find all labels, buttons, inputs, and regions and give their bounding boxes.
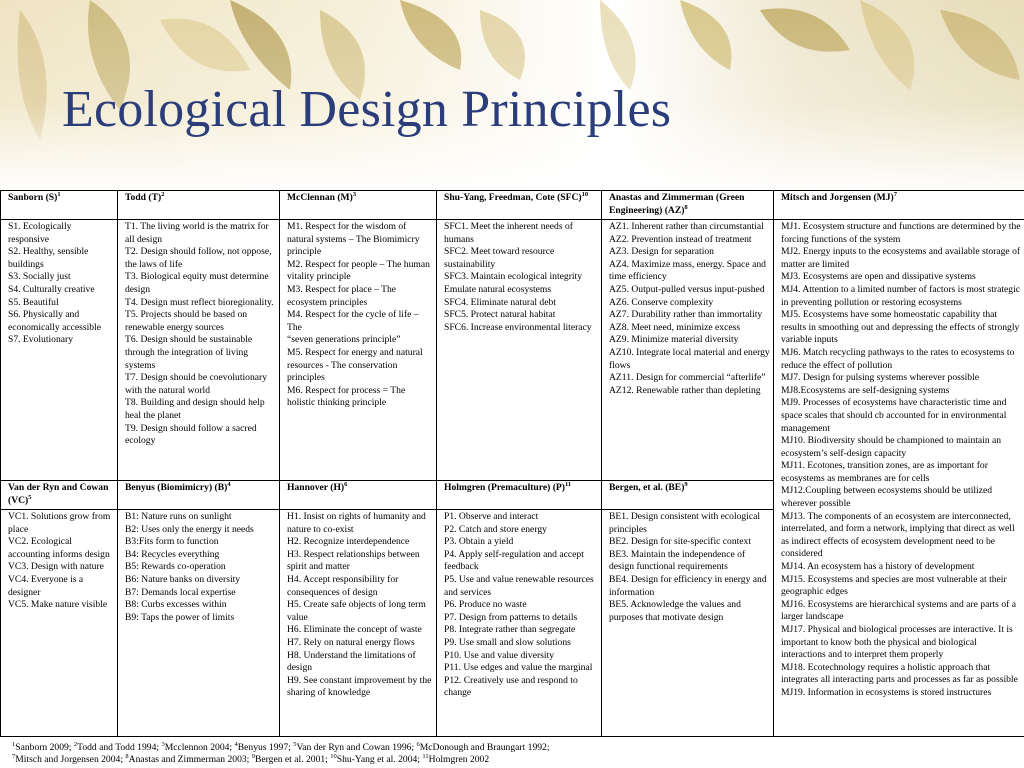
list-item: S2. Healthy, sensible buildings — [8, 246, 89, 270]
footnote-number: 3 — [161, 740, 165, 748]
footnote-number: 8 — [125, 753, 129, 761]
list-item: VC4. Everyone is a designer — [8, 573, 84, 598]
footnote-citation: Todd and Todd 1994; — [77, 742, 162, 753]
footnote-citation: Holmgren 2002 — [428, 754, 490, 766]
list-item: MJ3. Ecosystems are open and dissipative systems — [781, 271, 976, 283]
list-item: T3. Biological equity must determine design — [125, 271, 269, 295]
footnote-citation: Shu-Yang et al. 2004; — [336, 754, 423, 766]
footnote-number: 7 — [12, 753, 16, 761]
list-item: Emulate natural ecosystems — [444, 283, 552, 295]
list-item: “seven generations principle” — [287, 334, 401, 346]
list-item: P4. Apply self-regulation and accept feedback — [444, 548, 584, 573]
list-item: P3. Obtain a yield — [444, 536, 514, 548]
cell-anastas — [602, 220, 774, 481]
list-item: AZ10. Integrate local material and energy flows — [609, 346, 770, 371]
list-item: SFC4. Eliminate natural debt — [444, 296, 556, 308]
header-mcclennan: McClennan $(M)^3$ — [280, 191, 437, 220]
list-item: AZ5. Output-pulled versus input-pushed — [609, 283, 765, 295]
list-item: MJ2. Energy inputs to the ecosystems and available storage of matter are limited — [781, 246, 1021, 270]
list-item: BE2. Design for site-specific context — [609, 536, 751, 548]
list-item: P10. Use and value diversity — [444, 649, 555, 661]
list-item: B9: Taps the power of limits — [125, 611, 235, 623]
header-shu-yang: Shu-Yang, Freedman, Cote (SFC)$^{10}$ — [437, 191, 602, 220]
list-item: H1. Insist on rights of humanity and nature to co-exist — [287, 511, 426, 535]
header-todd: Todd $(T)^2$ — [118, 191, 280, 220]
principles-table — [0, 190, 1024, 737]
cell-sanborn — [1, 220, 118, 481]
list-item: T6. Design should be sustainable through the integration of living systems — [125, 334, 253, 371]
list-item: MJ14. An ecosystem has a history of development — [781, 561, 975, 573]
list-item: H6. Eliminate the concept of waste — [287, 624, 422, 636]
list-item: P6. Produce no waste — [444, 599, 527, 611]
list-item: BE3. Maintain the independence of design functional requirements — [609, 548, 746, 573]
list-item: MJ11. Ecotones, transition zones, are as important for ecosystems as membranes are for cells — [781, 460, 988, 484]
list-item: P9. Use small and slow solutions — [444, 636, 571, 648]
page-title: Ecological Design Principles — [62, 81, 672, 138]
list-item: M5. Respect for energy and natural resources - The conservation principles — [287, 346, 423, 384]
footnote-number: 9 — [251, 753, 255, 761]
list-item: MJ9. Processes of ecosystems have characteristic time and space scales that should cb accounted for in environmental management — [781, 397, 1007, 434]
list-item: B8: Curbs excesses within — [125, 599, 227, 611]
list-item: T5. Projects should be based on renewable energy sources — [125, 309, 248, 333]
list-item: VC3. Design with nature — [8, 561, 104, 573]
footnote-citation: Mitsch and Jorgensen 2004; — [15, 754, 126, 766]
footnote-line-2 — [12, 754, 550, 766]
list-item: MJ6. Match recycling pathways to the rates to ecosystems to reduce the effect of pollution — [781, 346, 1015, 371]
list-item: T4. Design must reflect bioregionality. — [125, 296, 274, 308]
list-item: M6. Respect for process = The holistic thinking principle — [287, 384, 406, 409]
list-item: AZ7. Durability rather than immortality — [609, 309, 763, 321]
list-item: P8. Integrate rather than segregate — [444, 624, 576, 636]
list-item: B2: Uses only the energy it needs — [125, 523, 254, 535]
list-item: P5. Use and value renewable resources and services — [444, 573, 594, 598]
list-item: P11. Use edges and value the marginal — [444, 662, 593, 674]
list-item: P1. Observe and interact — [444, 511, 539, 522]
list-item: B4: Recycles everything — [125, 548, 220, 560]
list-item: B5: Rewards co-operation — [125, 561, 226, 573]
footnote-citation: McDonough and Braungart 1992; — [419, 742, 550, 753]
footnote-number: 1 — [12, 740, 16, 748]
cell-mcclennan — [280, 220, 437, 481]
footnote-citation: Benyus 1997; — [237, 742, 294, 753]
cell-mitsch — [774, 220, 1024, 737]
list-item: S3. Socially just — [8, 271, 71, 283]
list-item: S4. Culturally creative — [8, 283, 95, 295]
list-item: VC2. Ecological accounting informs design — [8, 536, 110, 560]
list-item: H8. Understand the limitations of design — [287, 649, 416, 674]
list-item: P12. Creatively use and respond to change — [444, 674, 578, 699]
list-item: SFC5. Protect natural habitat — [444, 309, 556, 321]
footnote-line-1 — [12, 742, 550, 754]
header-van-der-ryn: Van der Ryn and Cowan (VC)$^5$ — [1, 481, 118, 510]
header-bergen: Bergen, et al. (BE)$^9$ — [602, 481, 774, 510]
list-item: VC1. Solutions grow from place — [8, 511, 111, 535]
footnote-number: 6 — [416, 740, 420, 748]
footnote-citation: Sanborn 2009; — [15, 742, 74, 753]
cell-van-der-ryn — [1, 510, 118, 737]
list-item: T2. Design should follow, not oppose, the laws of life — [125, 246, 272, 270]
list-item: M4. Respect for the cycle of life – The — [287, 309, 419, 333]
list-item: SFC2. Meet toward resource sustainability — [444, 246, 555, 270]
header-holmgren: Holmgren (Premaculture) $(P)^{11}$ — [437, 481, 602, 510]
cell-shu-yang — [437, 220, 602, 481]
list-item: S7. Evolutionary — [8, 334, 74, 346]
list-item: AZ1. Inherent rather than circumstantial — [609, 221, 764, 232]
footnotes — [12, 742, 550, 767]
list-item: S6. Physically and economically accessible — [8, 309, 101, 333]
list-item: AZ2. Prevention instead of treatment — [609, 233, 752, 245]
list-item: H5. Create safe objects of long term value — [287, 599, 426, 623]
list-item: AZ12. Renewable rather than depleting — [609, 384, 761, 396]
list-item: H2. Recognize interdependence — [287, 536, 410, 548]
list-item: MJ5. Ecosystems have some homeostatic capability that results in smoothing out and depressing the effects of strongly variable inputs — [781, 309, 1020, 346]
list-item: MJ15. Ecosystems and species are most vulnerable at their geographic edges — [781, 573, 1007, 598]
header-sanborn: Sanborn $(S)^1$ — [1, 191, 118, 220]
footnote-citation: Mcclennon 2004; — [164, 742, 235, 753]
list-item: MJ4. Attention to a limited number of factors is most strategic in preventing pollution or restoring ecosystems — [781, 283, 1021, 308]
list-item: H4. Accept responsibility for consequences of design — [287, 573, 399, 598]
list-item: SFC6. Increase environmental literacy — [444, 321, 592, 333]
cell-holmgren — [437, 510, 602, 737]
list-item: H7. Rely on natural energy flows — [287, 636, 415, 648]
list-item: T8. Building and design should help heal the planet — [125, 397, 265, 421]
list-item: MJ16. Ecosystems are hierarchical systems and are parts of a larger landscape — [781, 598, 1016, 623]
table-row-body-1 — [1, 220, 1024, 481]
list-item: SFC3. Maintain ecological integrity — [444, 271, 583, 283]
list-item: S1. Ecologically responsive — [8, 221, 72, 245]
list-item: B6: Nature banks on diversity — [125, 573, 241, 585]
list-item: S5. Beautiful — [8, 296, 59, 308]
cell-benyus — [118, 510, 280, 737]
list-item: MJ8.Ecosystems are self-designing systems — [781, 384, 950, 396]
list-item: BE5. Acknowledge the values and purposes that motivate design — [609, 599, 741, 623]
header-benyus: Benyus (Biomimicry) $(B)^4$ — [118, 481, 280, 510]
list-item: B3:Fits form to function — [125, 536, 219, 548]
table-row-header-1 — [1, 191, 1024, 220]
footnote-number: 5 — [293, 740, 297, 748]
footnote-citation: Bergen et al. 2001; — [255, 754, 331, 766]
list-item: BE1. Design consistent with ecological principles — [609, 511, 761, 535]
list-item: M1. Respect for the wisdom of natural systems – The Biomimicry principle — [287, 221, 420, 258]
list-item: MJ1. Ecosystem structure and functions are determined by the forcing functions of the system — [781, 221, 1021, 245]
header-hannover: Hannover $(H)^6$ — [280, 481, 437, 510]
footnote-number: 10 — [330, 753, 337, 761]
footnote-citation: Van der Ryn and Cowan 1996; — [296, 742, 417, 753]
cell-todd — [118, 220, 280, 481]
list-item: T7. Design should be coevolutionary with the natural world — [125, 372, 268, 396]
list-item: AZ11. Design for commercial “afterlife” — [609, 372, 766, 384]
list-item: H9. See constant improvement by the sharing of knowledge — [287, 674, 432, 699]
list-item: P2. Catch and store energy — [444, 523, 547, 535]
list-item: MJ12.Coupling between ecosystems should be utilized wherever possible — [781, 485, 993, 510]
list-item: VC5. Make nature visible — [8, 599, 108, 611]
list-item: AZ3. Design for separation — [609, 246, 714, 258]
list-item: BE4. Design for efficiency in energy and information — [609, 573, 767, 598]
list-item: MJ18. Ecotechnology requires a holistic approach that integrates all interacting parts and processes as far as possible — [781, 661, 1018, 686]
footnote-citation: Anastas and Zimmerman 2003; — [128, 754, 252, 766]
list-item: MJ19. Information in ecosystems is stored instructures — [781, 686, 992, 698]
list-item: H3. Respect relationships between spirit and matter — [287, 548, 420, 573]
list-item: AZ9. Minimize material diversity — [609, 334, 739, 346]
header-mitsch: Mitsch and Jorgensen (MJ)$^7$ — [774, 191, 1024, 220]
list-item: B1: Nature runs on sunlight — [125, 511, 232, 522]
list-item: M3. Respect for place – The ecosystem principles — [287, 283, 397, 308]
list-item: MJ7. Design for pulsing systems wherever possible — [781, 372, 979, 384]
footnote-number: 2 — [73, 740, 78, 748]
list-item: M2. Respect for people – The human vitality principle — [287, 258, 430, 283]
list-item: MJ10. Biodiversity should be championed to maintain an ecosystem’s self-design capacity — [781, 435, 1002, 459]
cell-bergen — [602, 510, 774, 737]
list-item: T9. Design should follow a sacred ecology — [125, 422, 257, 447]
list-item: AZ6. Conserve complexity — [609, 296, 714, 308]
list-item: MJ17. Physical and biological processes are interactive. It is important to know both the physical and biological interactions and to interpret them properly — [781, 624, 1013, 661]
list-item: SFC1. Meet the inherent needs of humans — [444, 221, 573, 245]
footnote-number: 11 — [422, 753, 429, 761]
header-anastas: Anastas and Zimmerman (Green Engineering) (AZ)$^8$ — [602, 191, 774, 220]
list-item: B7: Demands local expertise — [125, 586, 236, 598]
cell-hannover — [280, 510, 437, 737]
list-item: MJ13. The components of an ecosystem are interconnected, interrelated, and form a network, implying that direct as well as indirect effects of ecosystem development need to be considered — [781, 510, 1015, 560]
list-item: T1. The living world is the matrix for all design — [125, 221, 269, 245]
footnote-number: 4 — [234, 740, 238, 748]
list-item: P7. Design from patterns to details — [444, 611, 578, 623]
list-item: AZ8. Meet need, minimize excess — [609, 321, 741, 333]
list-item: AZ4. Maximize mass, energy. Space and time efficiency — [609, 258, 766, 283]
